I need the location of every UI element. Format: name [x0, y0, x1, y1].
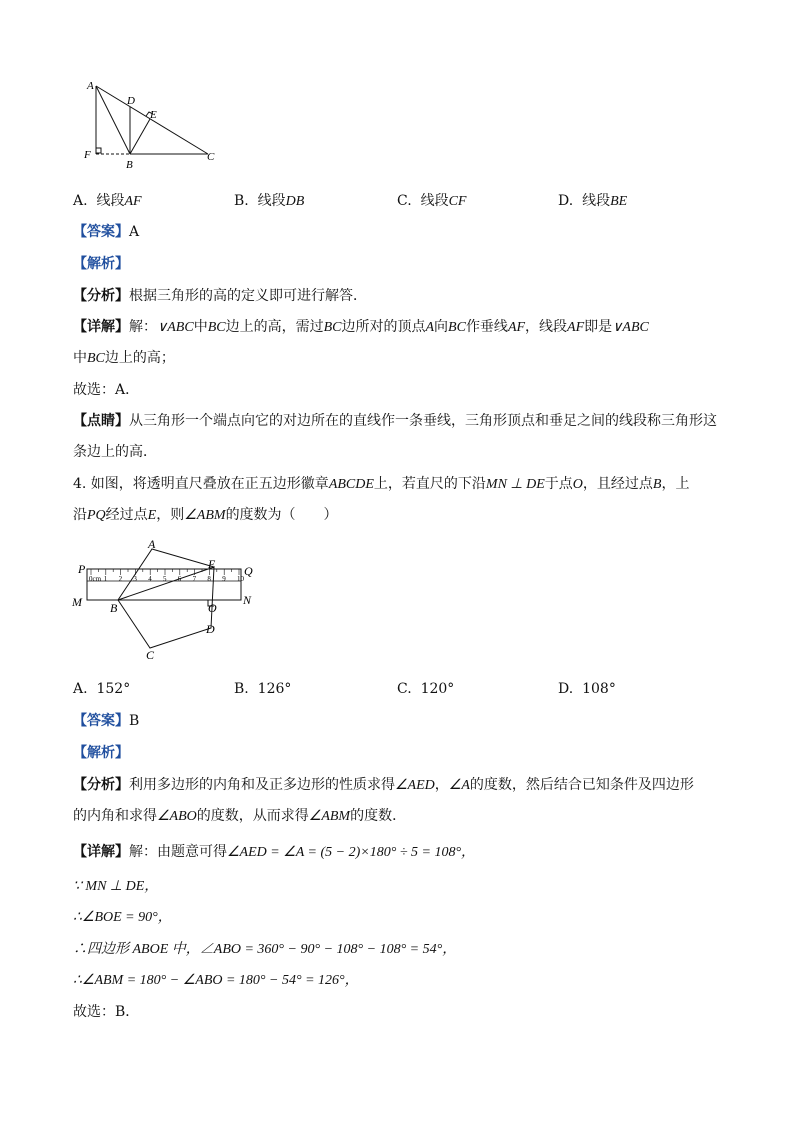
q4-option-d: D. 108°	[558, 681, 616, 697]
q3-figure	[80, 76, 230, 172]
q4-label-n: N	[243, 593, 252, 607]
q4-fenxi-line1: 【分析】利用多边形的内角和及正多边形的性质求得∠AED，∠A的度数，然后结合已知条件及四边形	[73, 777, 694, 793]
q4-stem-line1: 4. 如图，将透明直尺叠放在正五边形徽章ABCDE上，若直尺的下沿MN ⊥ DE于点O，且经过点B，上	[73, 476, 690, 492]
ruler-tick-label: 6	[177, 575, 182, 583]
q3-option-d: D. 线段BE	[558, 193, 628, 209]
ruler-tick-label: 8	[207, 575, 211, 583]
q4-option-b: B. 126°	[234, 681, 292, 697]
q4-fenxi-line2: 的内角和求得∠ABO的度数，从而求得∠ABM的度数．	[73, 808, 407, 824]
q4-label-e: E	[208, 557, 216, 571]
q3-xiangjie-line1: 【详解】解：∨ABC中BC边上的高，需过BC边所对的顶点A向BC作垂线AF，线段AF即是∨ABC	[73, 319, 649, 335]
q4-analysis-heading: 【解析】	[73, 745, 129, 761]
q4-label-o: O	[208, 601, 217, 615]
q4-label-c: C	[146, 648, 155, 662]
q3-label-d: D	[127, 95, 135, 107]
ruler-tick-label: 5	[163, 575, 167, 583]
ruler-tick-label: 3	[133, 575, 137, 583]
q4-step-4: ∴∠ABM = 180° − ∠ABO = 180° − 54° = 126°，	[73, 973, 359, 988]
q4-label-p: P	[78, 562, 86, 576]
q3-answer: 【答案】A	[73, 224, 140, 240]
ruler-tick-label: 0cm	[89, 575, 102, 583]
ruler-tick-label: 7	[192, 575, 197, 583]
q3-label-e: E	[150, 109, 157, 121]
q3-fenxi: 【分析】根据三角形的高的定义即可进行解答．	[73, 288, 367, 304]
q3-dianjing-line1: 【点睛】从三角形一个端点向它的对边所在的直线作一条垂线，三角形顶点和垂足之间的线段称三角形这	[73, 413, 717, 429]
q4-option-c: C. 120°	[397, 681, 455, 697]
q3-option-a: A. 线段AF	[73, 193, 142, 209]
q3-xiangjie-line2: 中BC边上的高；	[73, 350, 175, 366]
q4-answer: 【答案】B	[73, 713, 140, 729]
ruler-tick-label: 10	[237, 575, 244, 583]
q4-label-m: M	[72, 595, 82, 609]
ruler-tick-label: 1	[103, 575, 108, 583]
q4-label-b: B	[110, 601, 118, 615]
q4-xiangjie: 【详解】解：由题意可得∠AED = ∠A = (5 − 2)×180° ÷ 5 = 108°，	[73, 844, 476, 860]
ruler-tick-label: 2	[118, 575, 123, 583]
ruler-tick-label: 9	[222, 575, 226, 583]
q4-label-q: Q	[244, 564, 253, 578]
q4-figure	[68, 536, 268, 664]
q3-choose: 故选：A．	[73, 382, 140, 398]
q3-option-c: C. 线段CF	[397, 193, 467, 209]
q3-dianjing-line2: 条边上的高．	[73, 444, 157, 460]
q3-label-f: F	[84, 149, 91, 161]
q3-label-c: C	[207, 151, 215, 163]
q4-option-a: A. 152°	[73, 681, 131, 697]
q4-label-a: A	[148, 537, 156, 551]
ruler-tick-label: 4	[148, 575, 152, 583]
q4-step-1: ∵ MN ⊥ DE，	[73, 879, 159, 894]
q3-label-b: B	[126, 159, 133, 171]
q3-analysis-heading: 【解析】	[73, 256, 129, 272]
q4-stem-line2: 沿PQ经过点E，则∠ABM的度数为（ ）	[73, 507, 338, 523]
q4-step-3: ∴四边形 ABOE 中，∠ABO = 360° − 90° − 108° − 108° = 54°，	[73, 942, 457, 957]
q4-step-2: ∴∠BOE = 90°，	[73, 910, 172, 925]
q3-label-a: A	[87, 80, 94, 92]
q3-option-b: B. 线段DB	[234, 193, 305, 209]
q4-label-d: D	[206, 622, 215, 636]
q4-choose: 故选：B．	[73, 1004, 140, 1020]
